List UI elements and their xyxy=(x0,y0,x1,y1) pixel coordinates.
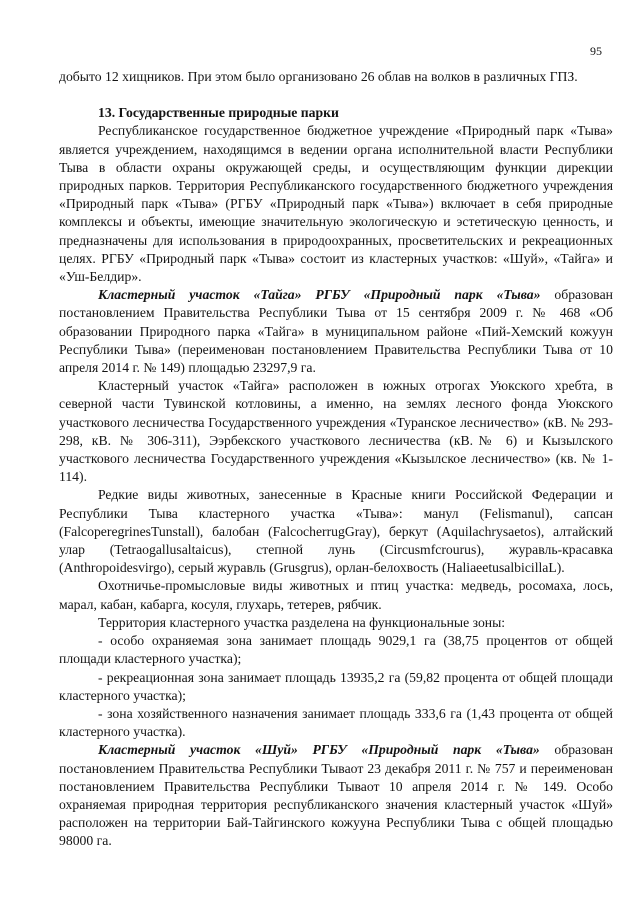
paragraph-zones-intro: Территория кластерного участка разделена на функциональные зоны: xyxy=(98,614,506,630)
taiga-cluster-lead: Кластерный участок «Тайга» РГБУ «Природный парк «Тыва» xyxy=(98,287,541,303)
taiga-cluster-text: образован постановлением Правительства Республики Тыва от 15 сентября 2009 г. № 468 «Об образовании Природного парка «Тайга» в муниципальном районе «Пий-Хемский кожуун Республики Тыва» (переименован постановлением Правительства Республики Тыва от 10 апреля 2014 г. № 149) площадью 23297,9 га. xyxy=(59,287,613,376)
paragraph-rare-species: Редкие виды животных, занесенные в Красные книги Российской Федерации и Республики Тыва кластерного участка «Тыва»: манул (Felismanul), сапсан (FalcoperegrinesTunstall), балобан (FalcocherrugGray), беркут (Aquilachrysaetos), алтайский улар (Tetraogallusaltaicus), степной лунь (Circusmfcrourus), журавль-красавка (Anthropoidesvirgo), серый журавль (Grusgrus), орлан-белохвость (HaliaeetusalbicillaL). xyxy=(59,487,613,576)
page-number: 95 xyxy=(590,44,602,58)
list-item-recreational-zone: - рекреационная зона занимает площадь 13935,2 га (59,82 процента от общей площади кластерного участка); xyxy=(59,669,613,703)
section-heading: 13. Государственные природные парки xyxy=(98,105,339,121)
shui-cluster-lead: Кластерный участок «Шуй» РГБУ «Природный парк «Тыва» xyxy=(98,742,540,758)
paragraph-park-description: Республиканское государственное бюджетное учреждение «Природный парк «Тыва» является учреждением, находящимся в ведении органа исполнительной власти Республики Тыва в области охраны окружающей среды, и осуществляющим функции дирекции природных парков. Территория Республиканского государственного бюджетного учреждения «Природный парк «Тыва» (РГБУ «Природный парк «Тыва») включает в себя природные комплексы и объекты, имеющие значительную экологическую и эстетическую ценность, и предназначены для использования в природоохранных, просветительских и рекреационных целях. РГБУ «Природный парк «Тыва» состоит из кластерных участков: «Шуй», «Тайга» и «Уш-Белдир». xyxy=(59,123,613,285)
paragraph-continuation: добыто 12 хищников. При этом было организовано 26 облав на волков в различных ГПЗ. xyxy=(59,69,578,84)
paragraph-game-species: Охотничье-промысловые виды животных и птиц участка: медведь, росомаха, лось, марал, кабан, кабарга, косуля, глухарь, тетерев, рябчик. xyxy=(59,578,613,612)
paragraph-taiga-cluster xyxy=(59,286,613,377)
paragraph-taiga-location: Кластерный участок «Тайга» расположен в южных отрогах Уюкского хребта, в северной части Тувинской котловины, а именно, на землях лесного фонда Уюкского участкового лесничества Государственного учреждения «Туранское лесничество» (кВ. № 293-298, кВ. № 306-311), Ээрбекского участкового лесничества (кВ.№ 6) и Кызылского участкового лесничества Государственного учреждения «Кызылское лесничество» (кв. № 1-114). xyxy=(59,378,613,485)
list-item-protected-zone: - особо охраняемая зона занимает площадь 9029,1 га (38,75 процентов от общей площади кластерного участка); xyxy=(59,633,613,667)
list-item-economic-zone: - зона хозяйственного назначения занимает площадь 333,6 га (1,43 процента от общей кластерного участка). xyxy=(59,705,613,740)
shui-cluster-text: образован постановлением Правительства Республики Тываот 23 декабря 2011 г. № 757 и переименован постановлением Правительства Республики Тываот 10 апреля 2014 г. № 149. Особо охраняемая природная территория республиканского значения кластерный участок «Шуй» расположен на территории Бай-Тайгинского кожууна Республики Тыва с общей площадью 98000 га. xyxy=(59,742,613,849)
body-text xyxy=(59,68,613,851)
paragraph-shui-cluster xyxy=(59,741,613,850)
